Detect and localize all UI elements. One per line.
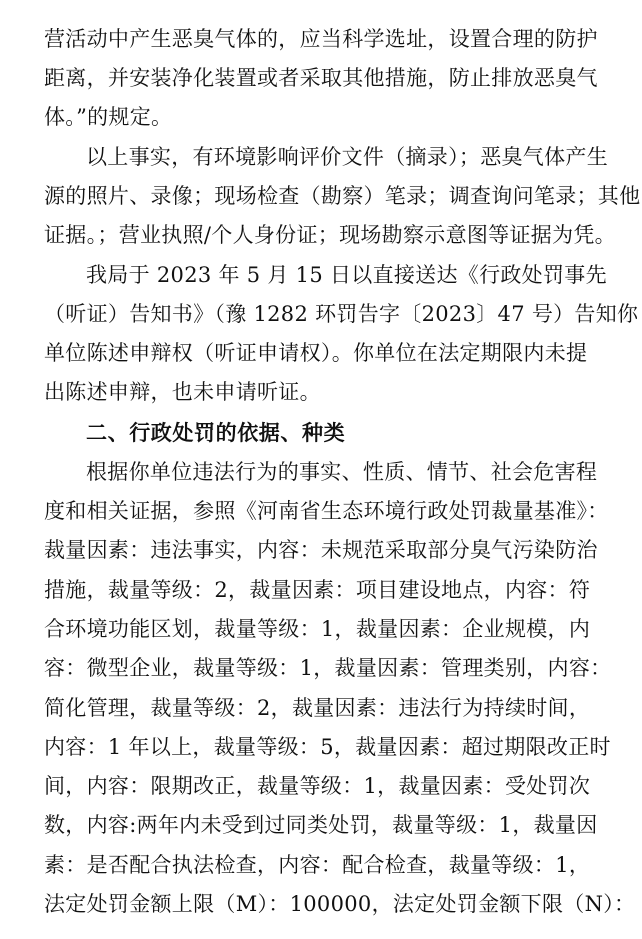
text-line: 营活动中产生恶臭气体的，应当科学选址，设置合理的防护 bbox=[44, 27, 598, 51]
text-line: 证据。；营业执照/个人身份证；现场勘察示意图等证据为凭。 bbox=[44, 223, 616, 247]
text-line: 度和相关证据，参照《河南省生态环境行政处罚裁量基准》： bbox=[44, 499, 609, 523]
section-heading: 二、行政处罚的依据、种类 bbox=[86, 421, 346, 445]
text-line: 数，内容:两年内未受到过同类处罚，裁量等级：1，裁量因 bbox=[44, 813, 598, 837]
paragraph-start-line: 我局于 2023 年 5 月 15 日以直接送达《行政处罚事先 bbox=[86, 263, 607, 287]
text-line: 法定处罚金额上限（M）：100000，法定处罚金额下限（N）： bbox=[44, 892, 636, 916]
text-line: 内容：1 年以上，裁量等级：5，裁量因素：超过期限改正时 bbox=[44, 735, 611, 759]
text-line: 出陈述申辩，也未申请听证。 bbox=[44, 380, 321, 404]
text-line: 源的照片、录像；现场检查（勘察）笔录；调查询问笔录；其他 bbox=[44, 184, 641, 208]
text-line: 素：是否配合执法检查，内容：配合检查，裁量等级：1， bbox=[44, 853, 591, 877]
text-line: 合环境功能区划，裁量等级：1，裁量因素：企业规模，内 bbox=[44, 617, 591, 641]
text-line: 容：微型企业，裁量等级：1，裁量因素：管理类别，内容： bbox=[44, 656, 612, 680]
text-line: 体。”的规定。 bbox=[44, 105, 173, 129]
text-line: 裁量因素：违法事实，内容：未规范采取部分臭气污染防治 bbox=[44, 538, 598, 562]
text-line: 单位陈述申辩权（听证申请权）。你单位在法定期限内未提 bbox=[44, 341, 588, 365]
paragraph-start-line: 以上事实，有环境影响评价文件（摘录）；恶臭气体产生 bbox=[86, 145, 608, 169]
text-line: （听证）告知书》（豫 1282 环罚告字〔2023〕47 号）告知你 bbox=[44, 302, 639, 326]
text-line: 简化管理，裁量等级：2，裁量因素：违法行为持续时间， bbox=[44, 696, 591, 720]
text-line: 间，内容：限期改正，裁量等级：1，裁量因素：受处罚次 bbox=[44, 774, 591, 798]
text-line: 措施，裁量等级：2，裁量因素：项目建设地点，内容：符 bbox=[44, 578, 591, 602]
text-line: 距离，并安装净化装置或者采取其他措施，防止排放恶臭气 bbox=[44, 66, 598, 90]
paragraph-start-line: 根据你单位违法行为的事实、性质、情节、社会危害程 bbox=[86, 460, 598, 484]
